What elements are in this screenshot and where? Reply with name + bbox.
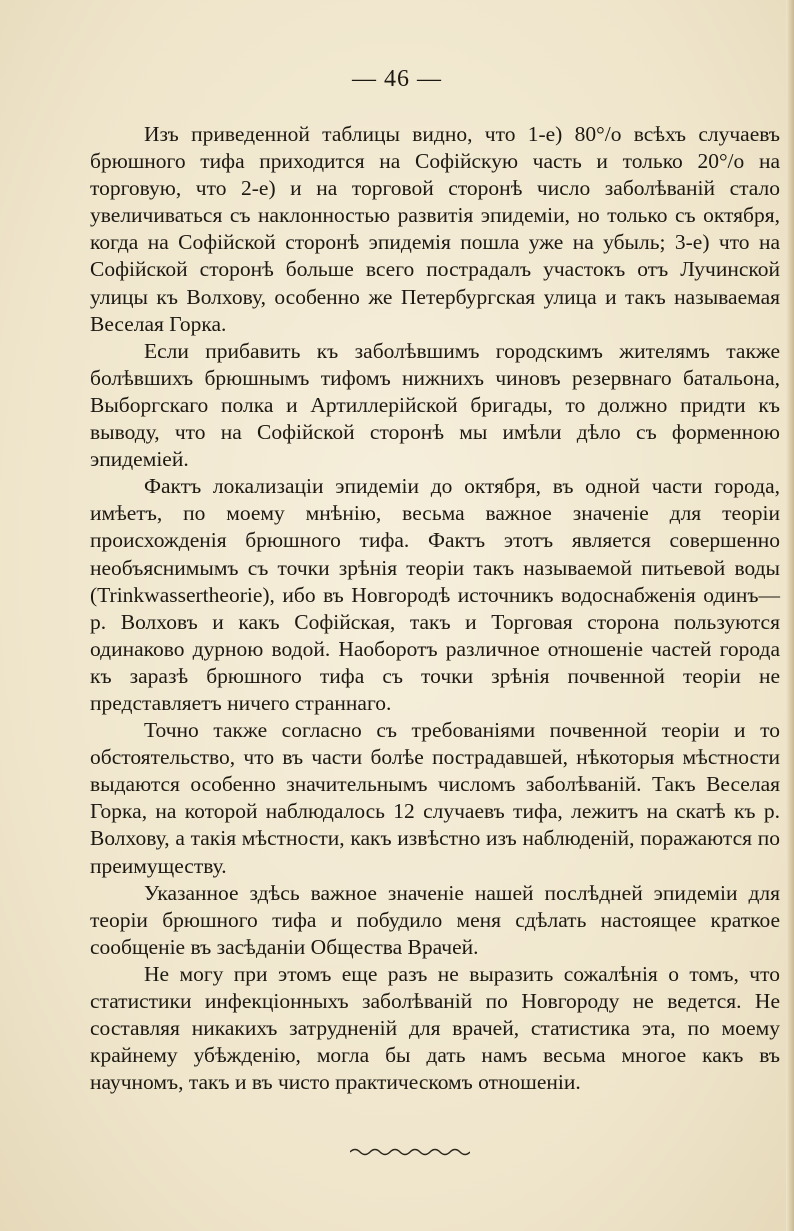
paragraph-4: Точно также согласно съ требованіями почвенной теоріи и то обстоятельство, что въ части болѣе пострадавшей, нѣкоторыя мѣстности выдаются особенно значительнымъ числомъ заболѣваній. Такъ Веселая Горка, на которой наблюдалось 12 случаевъ тифа, лежитъ на скатѣ къ р. Волхову, а такія мѣстности, какъ извѣстно изъ наблюденій, поражаются по преимуществу. bbox=[90, 718, 780, 878]
page-number: — 46 — bbox=[352, 66, 442, 92]
paragraph-1: Изъ приведенной таблицы видно, что 1-е) 80°/о всѣхъ случаевъ брюшного тифа приходится на Софійскую часть и только 20°/о на торговую, что 2-е) и на торговой сторонѣ число заболѣваній стало увеличиваться съ наклонностью развитія эпидеміи, но только съ октября, когда на Софійской сторонѣ эпидемія пошла уже на убыль; 3-е) что на Софійской сторонѣ больше всего пострадалъ участокъ отъ Лучинской улицы къ Волхову, особенно же Петербургская улица и такъ называемая Веселая Горка. bbox=[90, 122, 780, 336]
page-edge bbox=[786, 0, 794, 1231]
paragraph-5: Указанное здѣсь важное значеніе нашей послѣдней эпидеміи для теоріи брюшного тифа и побудило меня сдѣлать настоящее краткое сообщеніе въ засѣданіи Общества Врачей. bbox=[90, 880, 780, 959]
wavy-rule-ornament bbox=[350, 1147, 470, 1157]
body-text bbox=[90, 121, 780, 1096]
paragraph-6: Не могу при этомъ еще разъ не выразить сожалѣнія о томъ, что статистики инфекціонныхъ заболѣваній по Новгороду не ведется. Не составляя никакихъ затрудненій для врачей, статистика эта, по моему крайнему убѣжденію, могла бы дать намъ весьма многое какъ въ научномъ, такъ и въ чисто практическомъ отношеніи. bbox=[90, 961, 780, 1095]
paragraph-3: Фактъ локализаціи эпидеміи до октября, въ одной части города, имѣетъ, по моему мнѣнію, весьма важное значеніе для теоріи происхожденія брюшного тифа. Фактъ этотъ является совершенно необъяснимымъ съ точки зрѣнія теоріи такъ называемой питьевой воды (Trinkwassertheorie), ибо въ Новгородѣ источникъ водоснабженія одинъ—р. Волховъ и какъ Софійская, такъ и Торговая сторона пользуются одинаково дурною водой. Наоборотъ различное отношеніе частей города къ заразѣ брюшного тифа съ точки зрѣнія почвенной теоріи не представляетъ ничего страннаго. bbox=[90, 474, 780, 715]
paragraph-2: Если прибавить къ заболѣвшимъ городскимъ жителямъ также болѣвшихъ брюшнымъ тифомъ нижнихъ чиновъ резервнаго батальона, Выборгскаго полка и Артиллерійской бригады, то должно придти къ выводу, что на Софійской сторонѣ мы имѣли дѣло съ форменною эпидеміей. bbox=[90, 338, 780, 472]
